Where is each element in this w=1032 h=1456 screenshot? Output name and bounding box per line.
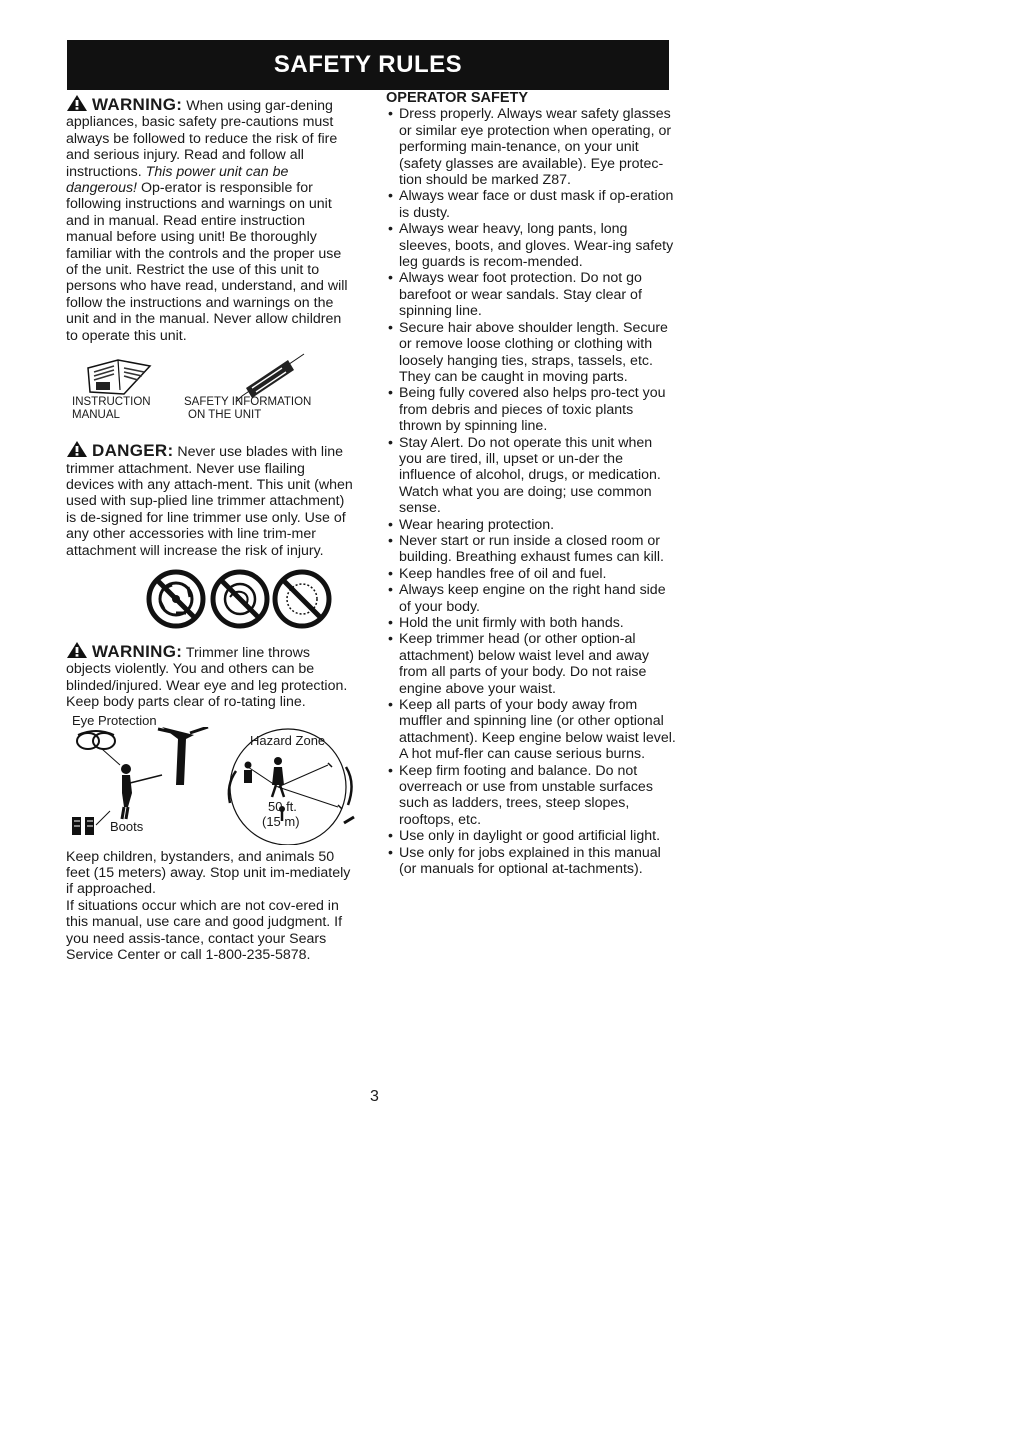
operator-safety-item: • Wear hearing protection. [386,517,676,533]
warning-heading: WARNING: [92,95,183,114]
distance-feet-label: 50 ft. [268,798,297,814]
right-column [386,90,676,878]
manual-caption-line-2: MANUAL [72,409,120,422]
warning-triangle-icon [66,94,88,112]
warning-triangle-icon-2 [66,641,88,659]
distance-meters-label: (15 m) [262,813,300,829]
safety-rules-banner [67,40,669,90]
operator-safety-item: • Dress properly. Always wear safety glasses or similar eye protection when operating, or performing main-tenance, on your unit (safety glasses are available). Eye protec-tion should be marked Z87. [386,106,676,188]
danger-heading: DANGER: [92,441,174,461]
operator-safety-item: • Hold the unit firmly with both hands. [386,615,676,631]
operator-safety-list [386,106,676,877]
no-accessory-icon [270,567,334,631]
warning-heading-2: WARNING: [92,641,183,661]
warning-italic-text: This power unit can be dangerous! [66,163,289,197]
no-flail-icon [208,567,272,631]
operator-safety-item: • Keep firm footing and balance. Do not overreach or use from unstable surfaces such as ladders, trees, steep slopes, rooftops, etc. [386,763,676,829]
operator-safety-item: • Always wear foot protection. Do not go barefoot or wear sandals. Stay clear of spinning line. [386,270,676,319]
operator-safety-item: • Never start or run inside a closed room or building. Breathing exhaust fumes can kill. [386,533,676,566]
warning-paragraph-2 [66,641,354,711]
operator-safety-item: • Being fully covered also helps pro-tect you from debris and pieces of toxic plants thrown by spinning line. [386,385,676,434]
operator-safety-item: • Stay Alert. Do not operate this unit when you are tired, ill, upset or un-der the influence of alcohol, drugs, or medication. Watch what you are doing; use common sense. [386,435,676,517]
manual-caption [72,396,151,422]
danger-triangle-icon [66,440,88,458]
operator-safety-item: • Use only in daylight or good artificial light. [386,828,676,844]
boots-icon [72,817,94,835]
situations-paragraph: If situations occur which are not cov-ered in this manual, use care and good judgment. If you need assis-tance, contact your Sears Service Center or call 1-800-235-5878. [66,897,343,963]
eye-protection-label: Eye Protection [72,712,157,728]
instruction-manual-icon [84,354,154,400]
decal-caption-line-1: SAFETY INFORMATION [184,396,312,409]
child-figure-icon [244,761,252,783]
left-column [66,94,354,963]
danger-paragraph [66,440,354,559]
operator-safety-item: • Keep trimmer head (or other option-al attachment) below waist level and away from all parts of your body. Do not raise engine above your waist. [386,631,676,697]
decal-caption [184,396,311,422]
operator-figure-icon [121,764,162,819]
goggles-icon [77,731,115,749]
bystander-figure-icon [272,757,284,797]
hazard-zone-label: Hazard Zone [250,732,326,748]
operator-safety-item: • Always keep engine on the right hand side of your body. [386,582,676,615]
operator-safety-item: • Always wear face or dust mask if op-eration is dusty. [386,188,676,221]
warning-body-text: Op-erator is responsible for following instructions and warnings on unit and in manual. Read entire instruction manual before using unit! Be thoroughly familiar with the controls and the proper use of the unit. Restrict the use of this unit to persons who have read, understand, and will follow the instructions and warnings on the unit and in the manual. Never allow children to operate this unit. [66,180,348,344]
operator-safety-item: • Keep all parts of your body away from muffler and spinning line (or other optional attachment). Keep engine below waist level. A hot muf-fler can cause serious burns. [386,697,676,763]
manual-caption-line-1: INSTRUCTION [72,396,151,409]
operator-safety-item: • Always wear heavy, long pants, long sleeves, boots, and gloves. Wear-ing safety leg guards is recom-mended. [386,221,676,270]
operator-safety-item: • Use only for jobs explained in this manual (or manuals for optional at-tachments). [386,845,676,878]
tree-icon [158,727,208,785]
keep-children-paragraph: Keep children, bystanders, and animals 50 feet (15 meters) away. Stop unit im-mediately if approached. [66,848,351,898]
danger-body-text: Never use blades with line trimmer attachment. Never use flailing devices with any attach-ment. This unit (when used with sup-plied line trimmer attachment) is de-signed for line trimmer use only. Use of any other accessories with line trim-mer attachment will increase the risk of injury. [66,444,353,559]
manual-and-decal-figure [66,348,354,426]
operator-safety-heading: OPERATOR SAFETY [386,90,529,106]
decal-caption-line-2: ON THE UNIT [188,409,262,422]
page-number: 3 [370,1088,379,1105]
hazard-zone-figure [66,713,354,845]
boots-label: Boots [110,818,144,834]
operator-safety-item: • Secure hair above shoulder length. Secure or remove loose clothing or clothing with loosely hanging ties, straps, tassels, etc. They can be caught in moving parts. [386,320,676,386]
banner-title: SAFETY RULES [273,51,463,78]
warning-lead-text: When using gar-dening appliances, basic safety pre-cautions must always be followed to reduce the risk of fire and serious injury. Read and follow all instructions. [66,98,338,180]
warning-2-body-text: Trimmer line throws objects violently. You and others can be blinded/injured. Wear eye and leg protection. Keep body parts clear of ro-tating line. [66,644,348,711]
no-blade-icon [144,567,208,631]
prohibited-attachments-figure [66,565,354,637]
warning-paragraph-1 [66,94,354,344]
operator-safety-item: • Keep handles free of oil and fuel. [386,566,676,582]
